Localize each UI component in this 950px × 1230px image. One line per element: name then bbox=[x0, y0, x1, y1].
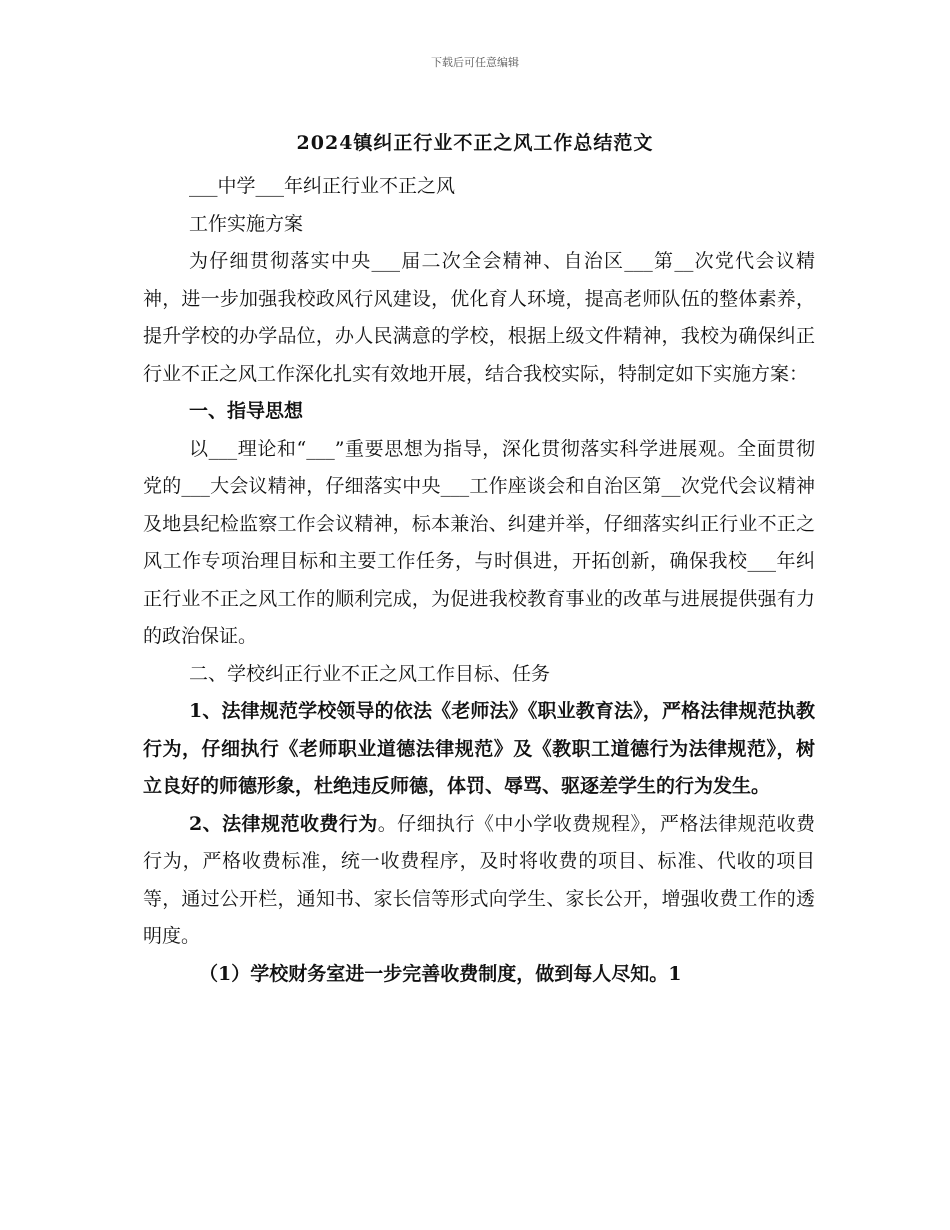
task-subitem-1: （1）学校财务室进一步完善收费制度，做到每人尽知。1 bbox=[199, 962, 682, 985]
section-heading-1: 一、指导思想 bbox=[189, 400, 304, 422]
intro-paragraph: 为仔细贯彻落实中央___届二次全会精神、自治区___第__次党代会议精神，进一步加强我校政风行风建设，优化育人环境，提高老师队伍的整体素养，提升学校的办学品位，办人民满意的学校，根据上级文件精神，我校为确保纠正行业不正之风工作深化扎实有效地开展，结合我校实际，特制定如下实施方案： bbox=[143, 250, 815, 385]
guiding-ideology-paragraph: 以___理论和“___”重要思想为指导，深化贯彻落实科学进展观。全面贯彻党的___大会议精神，仔细落实中央___工作座谈会和自治区第__次党代会议精神及地县纪检监察工作会议精神，标本兼治、纠建并举，仔细落实纠正行业不正之风工作专项治理目标和主要工作任务，与时俱进，开拓创新，确保我校___年纠正行业不正之风工作的顺利完成，为促进我校教育事业的改革与进展提供强有力的政治保证。 bbox=[143, 437, 815, 647]
section-heading-2: 二、学校纠正行业不正之风工作目标、任务 bbox=[189, 662, 551, 685]
subtitle-line-1: ___中学___年纠正行业不正之风 bbox=[189, 175, 456, 197]
task-item-2-heading: 2、法律规范收费行为 bbox=[189, 812, 378, 835]
task-item-2 bbox=[143, 806, 815, 956]
document-body bbox=[143, 168, 815, 993]
header-note: 下载后可任意编辑 bbox=[431, 56, 519, 69]
document-title: 2024镇纠正行业不正之风工作总结范文 bbox=[296, 132, 654, 154]
subtitle-line-2: 工作实施方案 bbox=[189, 212, 304, 235]
task-item-1: 1、法律规范学校领导的依法《老师法》《职业教育法》，严格法律规范执教行为，仔细执行《老师职业道德法律规范》及《教职工道德行为法律规范》，树立良好的师德形象，杜绝违反师德，体罚、辱骂、驱逐差学生的行为发生。 bbox=[143, 700, 815, 797]
task-item-2-text: 。仔细执行《中小学收费规程》，严格法律规范收费行为，严格收费标准，统一收费程序，及时将收费的项目、标准、代收的项目等，通过公开栏，通知书、家长信等形式向学生、家长公开，增强收费工作的透明度。 bbox=[143, 812, 815, 947]
